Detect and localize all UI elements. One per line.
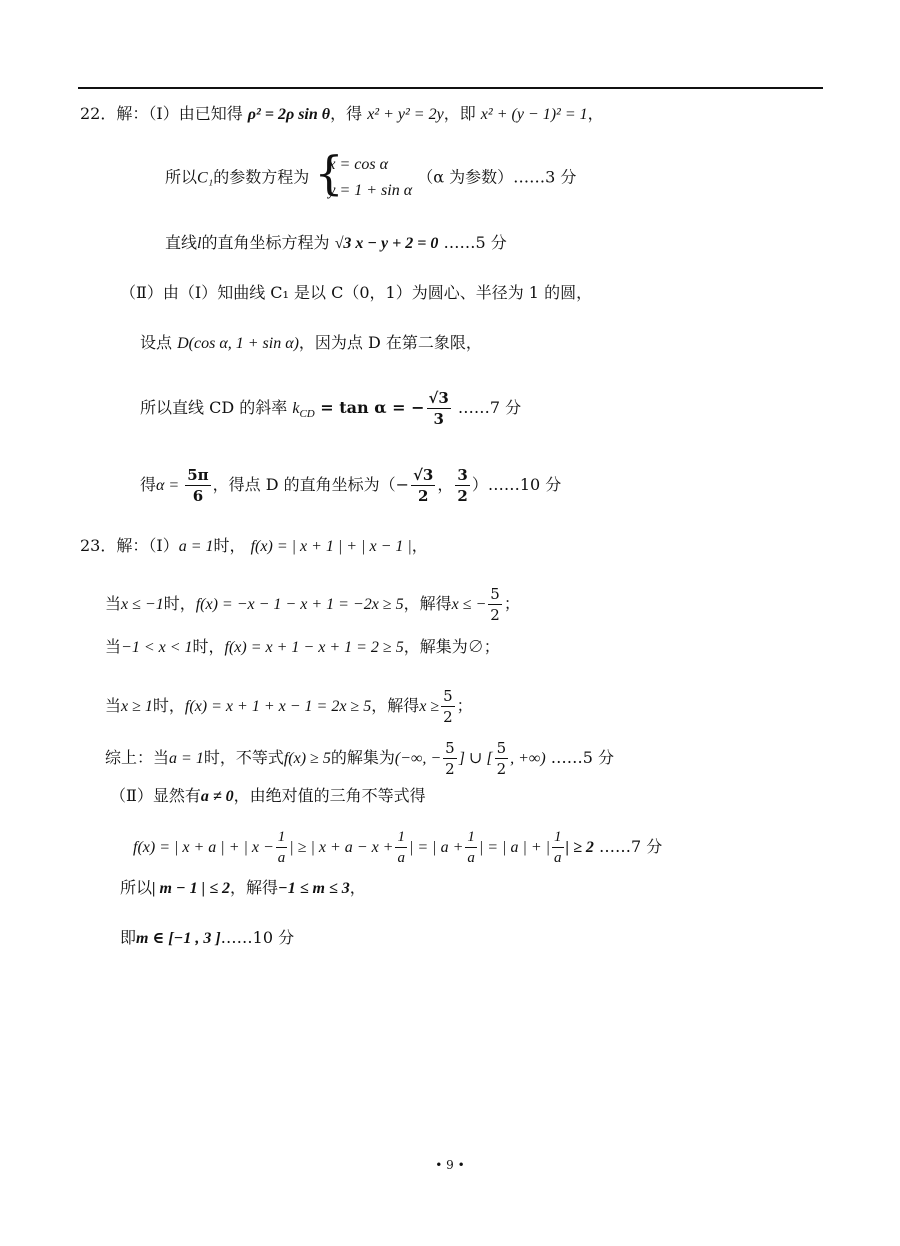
q23-line-6: （Ⅱ）显然有a ≠ 0，由绝对值的三角不等式得 xyxy=(110,786,426,805)
fraction: $\frac{√3}{2}$ xyxy=(413,466,434,505)
polar-equation: ρ² = 2ρ sin θ xyxy=(247,106,331,123)
q22-line-4: （Ⅱ）由（Ⅰ）知曲线 C₁ 是以 C（0，1）为圆心、半径为 1 的圆， xyxy=(120,283,593,302)
q23-line-8: 所以| m − 1 | ≤ 2，解得−1 ≤ m ≤ 3， xyxy=(120,878,366,897)
q23-number: 23． xyxy=(80,536,117,555)
q23-line-1: 23．解：（Ⅰ）a = 1时， f(x) = | x + 1 | + | x − 1 |， xyxy=(80,536,428,555)
q22-line-7: 得α = $\frac{5\pi}{6}$ ，得点 D 的直角坐标为（− $\frac{√3}{2}$ ， $\frac{3}{2}$ ）……10 分 xyxy=(140,466,562,505)
page-number: • 9 • xyxy=(435,1158,465,1172)
fraction: $\frac{5\pi}{6}$ xyxy=(187,466,209,505)
q23-line-5: 综上：当a = 1时，不等式f(x) ≥ 5的解集为(−∞, − $\frac{5}{2}$ ] ∪ [ $\frac{5}{2}$ , +∞) ……5 分 xyxy=(105,739,615,778)
brace-icon: { xyxy=(314,146,344,200)
fraction: $\frac{5}{2}$ xyxy=(445,739,455,778)
q22-number: 22． xyxy=(80,104,117,123)
parametric-system: { x = cos α y = 1 + sin α xyxy=(314,146,413,200)
fraction: $\frac{5}{2}$ xyxy=(443,687,453,726)
q23-line-7: f(x) = | x + a | + | x − $\frac{1}{a}$ | ≥ | x + a − x + $\frac{1}{a}$ | = | a + $\frac{1}{a}$ | = | a | + | $\frac{1}{a}$ | ≥ 2 ……7 分 xyxy=(133,829,663,866)
fraction: $\frac{5}{2}$ xyxy=(496,739,507,778)
q22-line-6: 所以直线 CD 的斜率 $k_{CD} = \tan \alpha$ = − $\frac{√3}{3}$ ……7 分 xyxy=(140,389,522,428)
q23-line-9: 即m ∈ [−1 , 3 ]……10 分 xyxy=(120,928,295,947)
fraction: $\frac{1}{a}$ xyxy=(467,829,475,866)
q22-line-1: 22．解：（Ⅰ）由已知得 ρ² = 2ρ sin θ，得 x² + y² = 2y，即 x² + (y − 1)² = 1， xyxy=(80,104,604,123)
line-equation: √3 x − y + 2 = 0 xyxy=(334,235,439,252)
q23-line-4: 当x ≥ 1时，f(x) = x + 1 + x − 1 = 2x ≥ 5，解得x ≥ $\frac{5}{2}$ ； xyxy=(105,687,473,726)
q23-line-2: 当x ≤ −1时，f(x) = −x − 1 − x + 1 = −2x ≥ 5，解得x ≤ − $\frac{5}{2}$ ； xyxy=(105,585,520,624)
fraction: $\frac{1}{a}$ xyxy=(397,829,405,866)
fraction: $\frac{√3}{3}$ xyxy=(428,389,449,428)
fraction: $\frac{1}{a}$ xyxy=(277,829,286,866)
fraction: $\frac{5}{2}$ xyxy=(490,585,500,624)
q22-line-3: 直线l的直角坐标方程为 √3 x − y + 2 = 0 ……5 分 xyxy=(165,233,507,252)
circle-equation: x² + (y − 1)² = 1 xyxy=(480,106,588,123)
header-rule xyxy=(78,87,823,89)
cartesian-equation: x² + y² = 2y xyxy=(367,106,444,123)
fraction: $\frac{3}{2}$ xyxy=(457,466,468,505)
q22-line-5: 设点 D(cos α, 1 + sin α)，因为点 D 在第二象限， xyxy=(140,333,482,352)
q22-line-2: 所以C₁的参数方程为 { x = cos α y = 1 + sin α （α 为参数）……3 分 xyxy=(165,152,576,204)
fraction: $\frac{1}{a}$ xyxy=(554,829,562,866)
q23-line-3: 当−1 < x < 1时，f(x) = x + 1 − x + 1 = 2 ≥ 5，解集为∅； xyxy=(105,637,500,656)
